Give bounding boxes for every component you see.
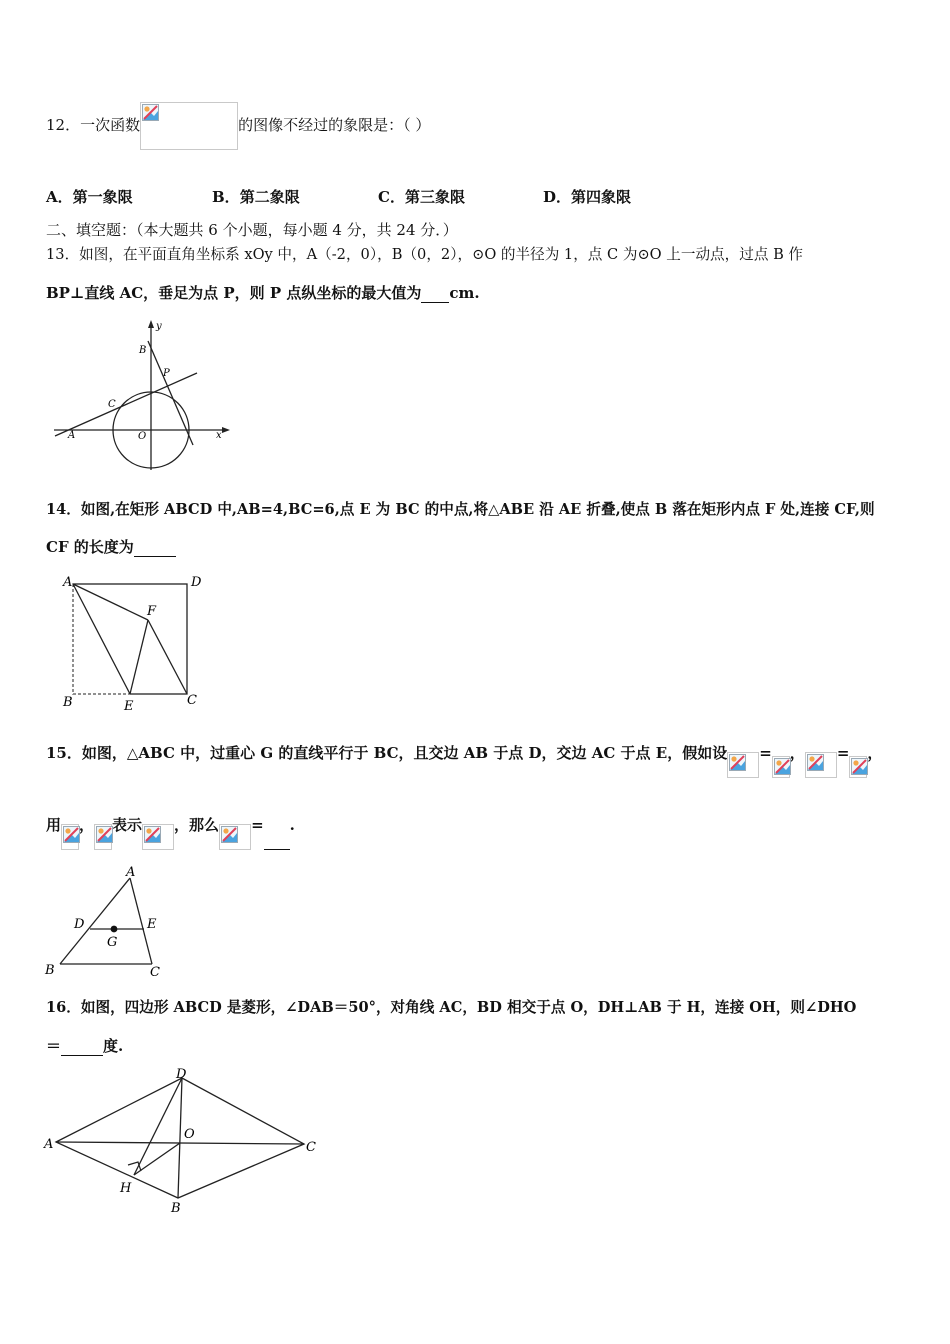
q14-figure xyxy=(55,568,215,716)
label-p: P xyxy=(163,368,170,379)
q15-vector-ad-image-icon xyxy=(727,752,759,778)
label-f: F xyxy=(147,604,157,619)
q12-option-d: D．第四象限 xyxy=(543,188,632,206)
right-angle-mark-icon xyxy=(128,1162,141,1171)
q14-line2: CF 的长度为 xyxy=(46,537,176,557)
q15-vector-de2-image-icon xyxy=(219,824,251,850)
q15-vector-ae-image-icon xyxy=(805,752,837,778)
q16-figure xyxy=(40,1064,330,1214)
q12-option-a: A．第一象限 xyxy=(46,188,133,206)
q15-figure xyxy=(40,860,180,980)
segment-ab xyxy=(60,878,130,964)
segment-dh xyxy=(134,1078,182,1175)
q15-line1: 15．如图，△ABC 中，过重心 G 的直线平行于 BC，且交边 AB 于点 D，交边 AC 于点 E，假如设 = ， = ， xyxy=(46,728,882,758)
q15-vector-de-image-icon xyxy=(142,824,174,850)
label-b: B xyxy=(171,1201,181,1214)
q15-vector-a2-image-icon xyxy=(61,824,79,850)
q13-line1: 13．如图，在平面直角坐标系 xOy 中，A（-2，0），B（0，2），⊙O 的半径为 1，点 C 为⊙O 上一动点，过点 B 作 xyxy=(46,246,804,263)
label-o: O xyxy=(138,431,147,442)
label-a: A xyxy=(68,430,76,441)
q15-vector-b-image-icon xyxy=(849,756,867,778)
label-c: C xyxy=(187,693,197,708)
label-a: A xyxy=(126,865,136,880)
label-h: H xyxy=(120,1181,132,1196)
q14-answer-blank xyxy=(134,540,176,557)
segment-fc xyxy=(148,620,187,694)
label-x: x xyxy=(216,430,222,441)
label-b: B xyxy=(45,963,55,978)
label-b: B xyxy=(139,345,147,356)
q15-vector-a-image-icon xyxy=(772,756,790,778)
q12-function-image-icon xyxy=(140,102,238,150)
label-a: A xyxy=(63,575,73,590)
label-e: E xyxy=(124,699,134,714)
q16-answer-blank xyxy=(61,1039,103,1056)
q13-answer-blank xyxy=(421,286,449,303)
q15-line2: 用 ， 表示 ，那么 = . xyxy=(46,800,295,836)
q12-text-before: 一次函数 xyxy=(80,116,141,134)
q12-text-after: 的图像不经过的象限是：（ ） xyxy=(238,116,431,134)
segment-af xyxy=(73,584,148,620)
label-d: D xyxy=(176,1067,187,1082)
label-o: O xyxy=(184,1127,195,1142)
segment-ae xyxy=(73,584,130,694)
point-g xyxy=(111,926,118,933)
rect-outline xyxy=(73,584,187,694)
label-g: G xyxy=(107,935,118,950)
label-e: E xyxy=(147,917,157,932)
q16-line1: 16．如图，四边形 ABCD 是菱形，∠DAB＝50°，对角线 AC，BD 相交于点 O，DH⊥AB 于 H，连接 OH，则∠DHO xyxy=(46,999,857,1016)
q14-line1: 14．如图,在矩形 ABCD 中,AB=4,BC=6,点 E 为 BC 的中点,将△ABE 沿 AE 折叠,使点 B 落在矩形内点 F 处,连接 CF,则 xyxy=(46,501,875,518)
q16-line2: ＝ 度. xyxy=(46,1037,124,1055)
q13-line2: BP⊥直线 AC，垂足为点 P，则 P 点纵坐标的最大值为 cm. xyxy=(46,284,480,302)
label-d: D xyxy=(191,575,202,590)
section2-title: 二、填空题：（本大题共 6 个小题，每小题 4 分，共 24 分．） xyxy=(46,221,458,239)
q12-stem xyxy=(46,100,430,150)
q12-option-b: B．第二象限 xyxy=(212,188,300,206)
q12-option-c: C．第三象限 xyxy=(378,188,465,206)
label-y: y xyxy=(156,321,162,332)
label-d: D xyxy=(74,917,85,932)
diagonal-bd xyxy=(178,1078,182,1198)
y-axis-arrow-icon xyxy=(148,320,154,328)
x-axis-arrow-icon xyxy=(222,427,230,433)
q12-number: 12． xyxy=(46,116,81,134)
q15-answer-blank xyxy=(264,833,290,850)
segment-fe xyxy=(130,620,148,694)
label-a: A xyxy=(44,1137,54,1152)
q15-vector-b2-image-icon xyxy=(94,824,112,850)
label-b: B xyxy=(63,695,73,710)
label-c: C xyxy=(306,1140,316,1155)
label-c: C xyxy=(150,965,160,980)
label-c: C xyxy=(108,399,116,410)
q13-figure xyxy=(50,318,230,478)
